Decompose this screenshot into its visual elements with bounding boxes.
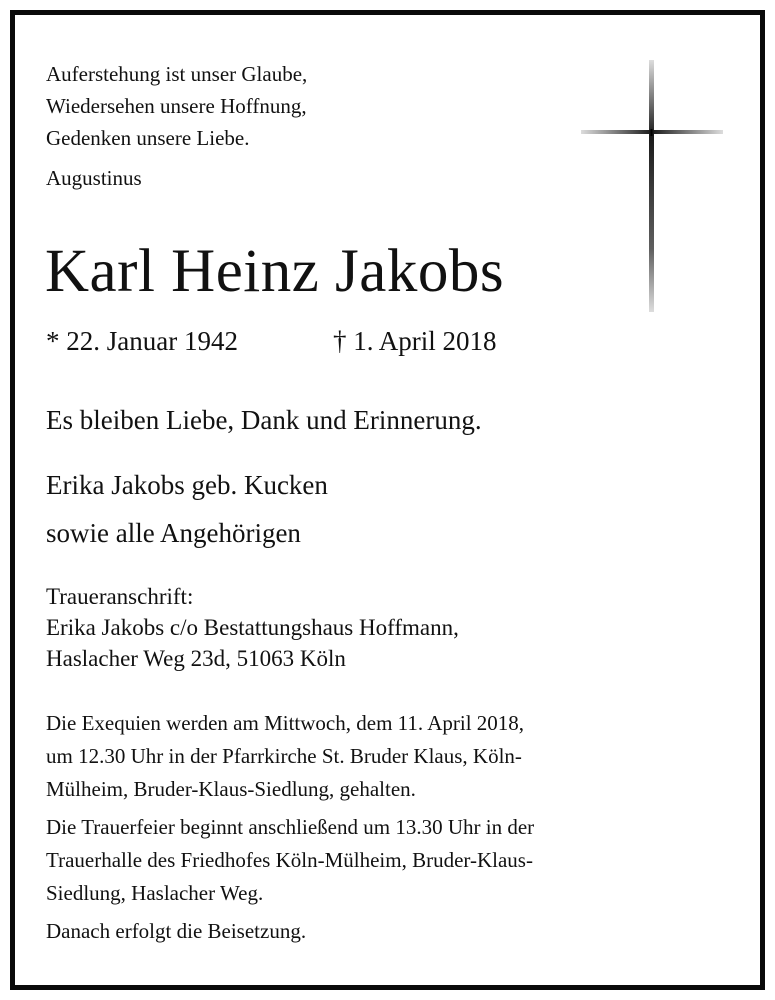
deceased-name: Karl Heinz Jakobs bbox=[45, 238, 505, 305]
obituary-notice bbox=[10, 10, 765, 990]
text-line: Die Exequien werden am Mittwoch, dem 11. April 2018, bbox=[46, 711, 525, 735]
text-line: Siedlung, Haslacher Weg. bbox=[46, 881, 264, 905]
text-line: um 12.30 Uhr in der Pfarrkirche St. Bruder Klaus, Köln- bbox=[46, 744, 522, 768]
service-details bbox=[46, 707, 534, 953]
death-date: † 1. April 2018 bbox=[333, 326, 497, 356]
mourners bbox=[46, 461, 328, 557]
verse-author: Augustinus bbox=[46, 166, 142, 190]
text-line: Mülheim, Bruder-Klaus-Siedlung, gehalten. bbox=[46, 777, 416, 801]
exequies-paragraph bbox=[46, 707, 534, 806]
birth-date: * 22. Januar 1942 bbox=[46, 326, 238, 356]
address-label: Traueranschrift: bbox=[46, 584, 194, 609]
verse-line: Auferstehung ist unser Glaube, bbox=[46, 62, 308, 86]
mourner-line: sowie alle Angehörigen bbox=[46, 518, 301, 548]
mourning-address bbox=[46, 581, 459, 674]
life-dates bbox=[46, 323, 497, 359]
mourner-line: Erika Jakobs geb. Kucken bbox=[46, 470, 328, 500]
verse-line: Wiedersehen unsere Hoffnung, bbox=[46, 94, 307, 118]
memorial-phrase: Es bleiben Liebe, Dank und Erinnerung. bbox=[46, 405, 482, 435]
text-line: Trauerhalle des Friedhofes Köln-Mülheim, Bruder-Klaus- bbox=[46, 848, 533, 872]
cross-vertical-beam bbox=[649, 60, 654, 312]
cross-icon bbox=[581, 60, 723, 312]
verse-line: Gedenken unsere Liebe. bbox=[46, 126, 250, 150]
burial-paragraph: Danach erfolgt die Beisetzung. bbox=[46, 919, 307, 943]
address-line: Haslacher Weg 23d, 51063 Köln bbox=[46, 646, 346, 671]
address-line: Erika Jakobs c/o Bestattungshaus Hoffmann, bbox=[46, 615, 459, 640]
text-line: Die Trauerfeier beginnt anschließend um 13.30 Uhr in der bbox=[46, 815, 535, 839]
verse-quote bbox=[46, 58, 307, 194]
ceremony-paragraph bbox=[46, 811, 534, 910]
